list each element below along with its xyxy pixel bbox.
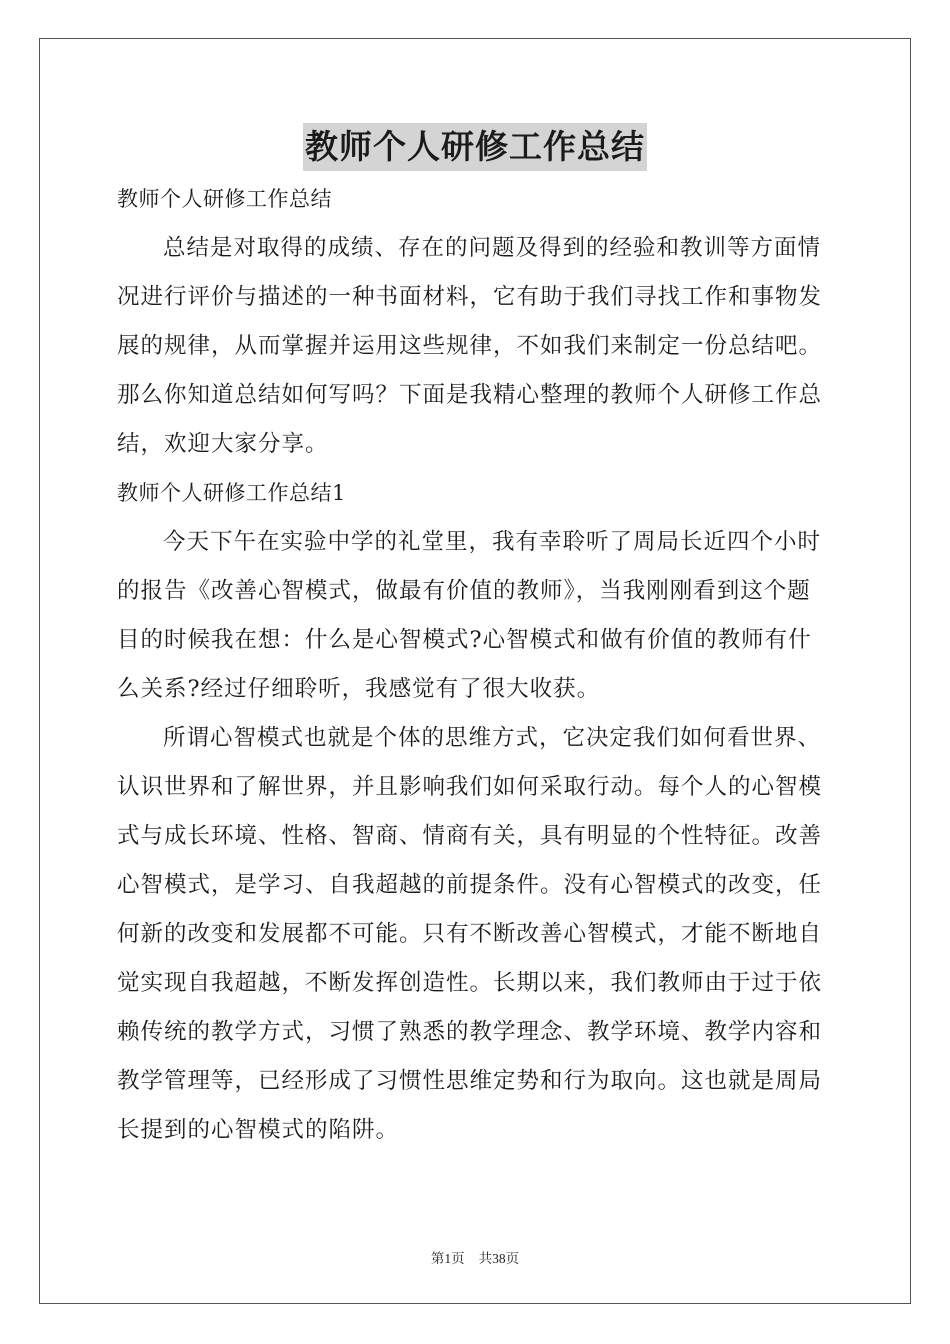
paragraph-line: 教学管理等，已经形成了习惯性思维定势和行为取向。这也就是周局: [117, 1068, 823, 1094]
paragraph-line: 结，欢迎大家分享。: [117, 431, 329, 457]
paragraph-line: 赖传统的教学方式，习惯了熟悉的教学理念、教学环境、教学内容和: [117, 1019, 823, 1045]
section-heading: 教师个人研修工作总结1: [117, 481, 346, 505]
paragraph-line: 认识世界和了解世界，并且影响我们如何采取行动。每个人的心智模: [117, 774, 823, 800]
paragraph-line: 目的时候我在想：什么是心智模式?心智模式和做有价值的教师有什: [117, 627, 812, 653]
paragraph-line: 今天下午在实验中学的礼堂里，我有幸聆听了周局长近四个小时: [163, 529, 822, 555]
document-subtitle: 教师个人研修工作总结: [117, 187, 332, 211]
title-container: [0, 123, 950, 171]
paragraph-line: 么关系?经过仔细聆听，我感觉有了很大收获。: [117, 676, 601, 702]
page-number: 第1页: [430, 1251, 465, 1266]
page-total: 共38页: [478, 1251, 520, 1266]
paragraph-line: 的报告《改善心智模式，做最有价值的教师》，当我刚刚看到这个题: [117, 578, 811, 604]
body-paragraph-2: [117, 714, 833, 1155]
document-title: 教师个人研修工作总结: [303, 123, 647, 171]
page-footer: [0, 1247, 950, 1267]
paragraph-line: 觉实现自我超越，不断发挥创造性。长期以来，我们教师由于过于依: [117, 970, 823, 996]
paragraph-line: 总结是对取得的成绩、存在的问题及得到的经验和教训等方面情: [163, 235, 822, 261]
paragraph-line: 长提到的心智模式的陷阱。: [117, 1117, 400, 1143]
document-body: [117, 175, 833, 1155]
paragraph-line: 式与成长环境、性格、智商、情商有关，具有明显的个性特征。改善: [117, 823, 823, 849]
paragraph-line: 况进行评价与描述的一种书面材料，它有助于我们寻找工作和事物发: [117, 284, 823, 310]
intro-paragraph: [117, 224, 833, 469]
paragraph-line: 所谓心智模式也就是个体的思维方式，它决定我们如何看世界、: [163, 725, 822, 751]
body-paragraph-1: [117, 518, 833, 714]
paragraph-line: 心智模式，是学习、自我超越的前提条件。没有心智模式的改变，任: [117, 872, 823, 898]
paragraph-line: 展的规律，从而掌握并运用这些规律，不如我们来制定一份总结吧。: [117, 333, 823, 359]
paragraph-line: 何新的改变和发展都不可能。只有不断改善心智模式，才能不断地自: [117, 921, 823, 947]
paragraph-line: 那么你知道总结如何写吗？下面是我精心整理的教师个人研修工作总: [117, 382, 823, 408]
